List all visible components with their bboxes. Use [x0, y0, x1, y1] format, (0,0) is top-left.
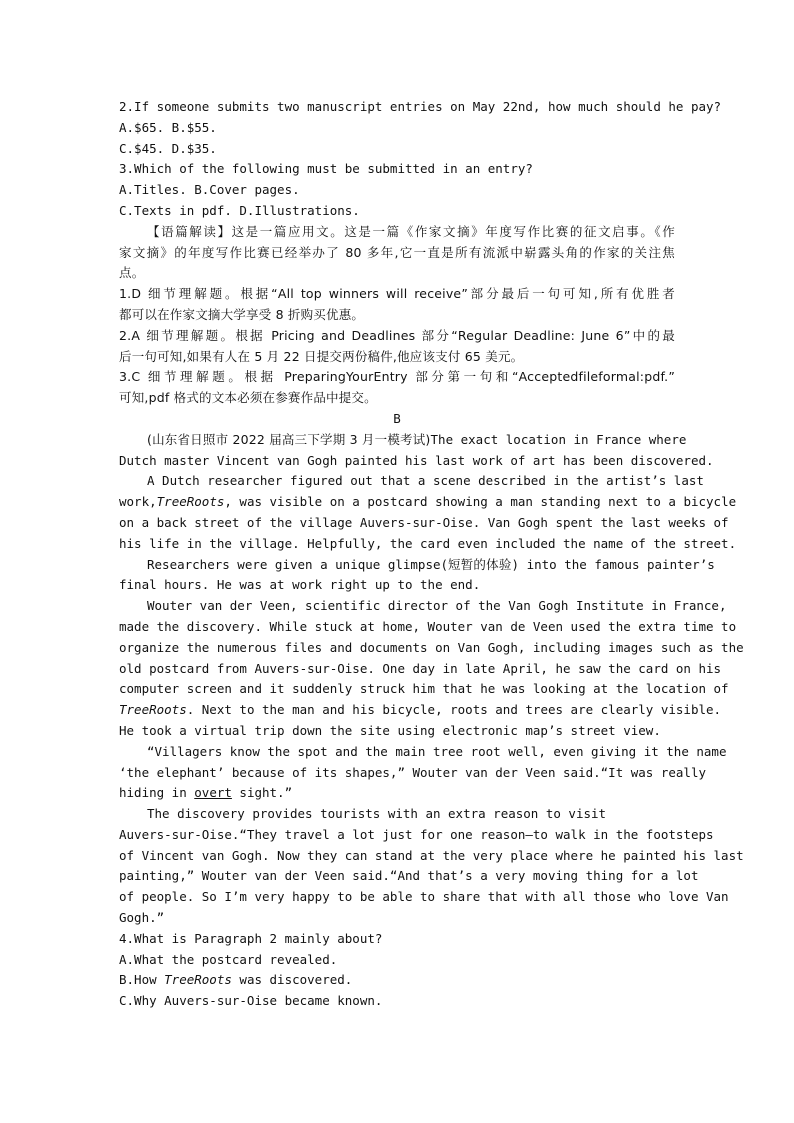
passage-p4-line-5: computer screen and it suddenly struck him that he was looking at the location of — [119, 681, 729, 697]
passage-p2-line-2-c: , was visible on a postcard showing a man standing next to a bicycle — [224, 494, 737, 510]
question-2-options-ab: A.$65. B.$55. — [119, 119, 217, 135]
question-4-option-b-post: was discovered. — [231, 972, 353, 988]
answer-2-line-2: 后一句可知,如果有人在 5 月 22 日提交两份稿件,他应该支付 65 美元。 — [119, 348, 524, 364]
answer-3-line-2: 可知,pdf 格式的文本必须在参赛作品中提交。 — [119, 390, 377, 406]
question-4-option-c: C.Why Auvers-sur-Oise became known. — [119, 993, 383, 1009]
passage-p2-line-2-a: work, — [119, 494, 157, 510]
painting-title: TreeRoots — [119, 702, 187, 718]
painting-title: TreeRoots — [164, 972, 232, 988]
passage-p4-line-2: made the discovery. While stuck at home, Wouter van de Veen used the extra time to — [119, 618, 737, 634]
question-4-option-b — [119, 970, 675, 991]
passage-p2-line-3: on a back street of the village Auvers-sur-Oise. Van Gogh spent the last weeks of — [119, 514, 729, 530]
question-4-option-a: A.What the postcard revealed. — [119, 951, 338, 967]
passage-p4-line-3: organize the numerous files and documents on Van Gogh, including images such as the — [119, 639, 744, 655]
passage-p4-line-6 — [119, 700, 722, 721]
passage-source: (山东省日照市 2022 届高三下学期 3 月一模考试) — [147, 431, 431, 447]
passage-p2-line-4: his life in the village. Helpfully, the card even included the name of the street. — [119, 535, 737, 551]
passage-p4-line-6-b: . Next to the man and his bicycle, roots and trees are clearly visible. — [186, 702, 722, 718]
painting-title: TreeRoots — [156, 494, 225, 510]
passage-p3-line-1 — [119, 555, 715, 576]
answer-3-line-1: 3.C 细节理解题。根据 PreparingYourEntry 部分第一句和“Acceptedfileformal:pdf.” — [119, 369, 675, 385]
passage-p3-line-1-c: ) into the famous painter’s — [511, 556, 715, 572]
passage-p6-line-6: Gogh.” — [119, 910, 165, 926]
passage-p2-line-2 — [119, 492, 737, 513]
passage-p4-line-4: old postcard from Auvers-sur-Oise. One day in late April, he saw the card on his — [119, 660, 722, 676]
passage-p3-line-2: final hours. He was at work right up to the end. — [119, 577, 481, 593]
passage-p5-line-1: “Villagers know the spot and the main tree root well, even giving it the name — [147, 743, 727, 759]
document-page — [119, 97, 744, 1012]
passage-p1-line-1-text: The exact location in France where — [430, 431, 687, 447]
passage-p5-line-3-c: sight.” — [231, 785, 293, 801]
passage-p5-line-3-a: hiding in — [119, 785, 195, 801]
passage-p4-line-1: Wouter van der Veen, scientific director of the Van Gogh Institute in France, — [147, 598, 727, 614]
passage-b-label: B — [393, 410, 401, 426]
question-3-stem: 3.Which of the following must be submitted in an entry? — [119, 161, 533, 177]
passage-p6-line-3: of Vincent van Gogh. Now they can stand at the very place where he painted his last — [119, 847, 744, 863]
question-3-options-cd: C.Texts in pdf. D.Illustrations. — [119, 202, 360, 218]
passage-p4-line-7: He took a virtual trip down the site using electronic map’s street view. — [119, 722, 661, 738]
passage-p3-line-1-a: Researchers were given a unique glimpse( — [147, 556, 449, 572]
question-4-stem: 4.What is Paragraph 2 mainly about? — [119, 930, 383, 946]
question-4-option-b-pre: B.How — [119, 972, 165, 988]
question-2-stem: 2.If someone submits two manuscript entries on May 22nd, how much should he pay? — [119, 99, 722, 114]
answer-1-line-1: 1.D 细节理解题。根据“All top winners will receive”部分最后一句可知,所有优胜者 — [119, 286, 675, 302]
passage-p5-line-2: ‘the elephant’ because of its shapes,” Wouter van der Veen said.“It was really — [119, 764, 706, 780]
passage-p5-line-3 — [119, 783, 675, 804]
answer-2-line-1: 2.A 细节理解题。根据 Pricing and Deadlines 部分“Regular Deadline: June 6”中的最 — [119, 327, 675, 343]
passage-p6-line-5: of people. So I’m very happy to be able to share that with all those who love Van — [119, 889, 729, 905]
analysis-intro-line-2: 家文摘》的年度写作比赛已经举办了 80 多年,它一直是所有流派中崭露头角的作家的关注焦 — [119, 244, 675, 260]
passage-p1-line-2: Dutch master Vincent van Gogh painted his last work of art has been discovered. — [119, 452, 714, 468]
passage-p1-line-1 — [119, 430, 687, 451]
answer-1-line-2: 都可以在作家文摘大学享受 8 折购买优惠。 — [119, 306, 365, 322]
passage-p6-line-4: painting,” Wouter van der Veen said.“And that’s a very moving thing for a lot — [119, 868, 699, 884]
underlined-word-overt: overt — [194, 785, 232, 801]
analysis-intro-line-3: 点。 — [119, 265, 145, 281]
question-3-options-ab: A.Titles. B.Cover pages. — [119, 182, 300, 198]
glimpse-gloss: 短暂的体验 — [448, 556, 512, 572]
passage-p2-line-1: A Dutch researcher figured out that a scene described in the artist’s last — [147, 473, 704, 489]
passage-p6-line-2: Auvers-sur-Oise.“They travel a lot just for one reason—to walk in the footsteps — [119, 826, 714, 842]
question-2-options-cd: C.$45. D.$35. — [119, 140, 217, 156]
passage-p6-line-1: The discovery provides tourists with an extra reason to visit — [147, 806, 607, 822]
analysis-intro-line-1: 【语篇解读】这是一篇应用文。这是一篇《作家文摘》年度写作比赛的征文启事。《作 — [147, 223, 675, 239]
